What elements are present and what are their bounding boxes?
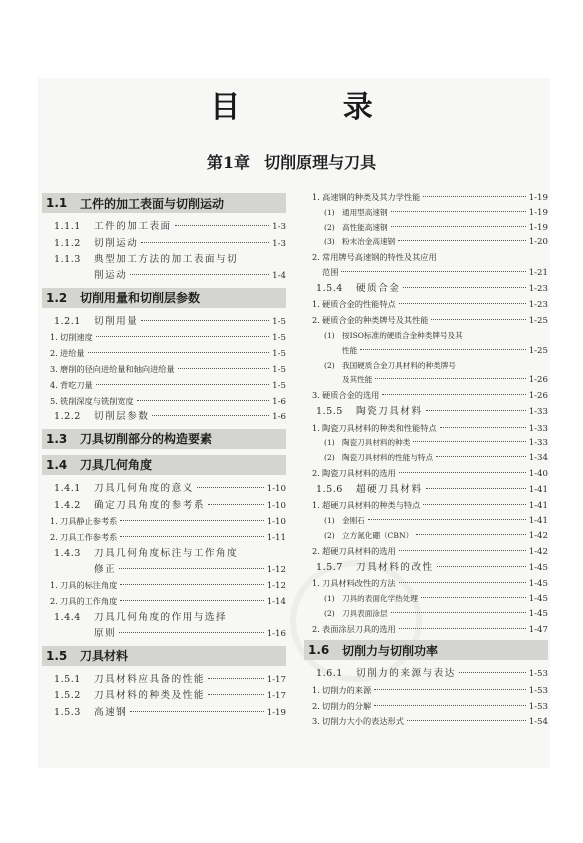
section-number: 1.5 <box>46 648 68 663</box>
toc-entry[interactable] <box>304 560 548 577</box>
entry-number: 2. <box>312 315 320 326</box>
page-number: 1-14 <box>266 597 286 608</box>
entry-title: 硬质合金的种类牌号及其性能 <box>322 315 429 326</box>
page-number: 1-53 <box>528 701 548 712</box>
dot-leader <box>141 242 269 243</box>
dot-leader <box>141 320 269 321</box>
entry-title: 刀具材料的改性 <box>356 561 434 573</box>
entry-title: 陶瓷刀具材料 <box>356 405 423 417</box>
page-number: 1-25 <box>528 316 548 327</box>
page-number: 1-4 <box>272 271 286 282</box>
toc-entry[interactable] <box>304 482 548 499</box>
dot-leader <box>175 225 270 226</box>
toc-entry[interactable] <box>304 421 548 437</box>
page-number: 1-45 <box>528 593 548 604</box>
toc-entry[interactable] <box>304 607 548 622</box>
page-number: 1-33 <box>528 406 548 417</box>
entry-number: 1.4.3 <box>54 547 81 559</box>
toc-section-heading[interactable] <box>42 429 286 449</box>
entry-title: 硬质合金的性能特点 <box>322 299 396 310</box>
toc-entry[interactable] <box>304 359 548 389</box>
entry-title: 粉末冶金高速钢 <box>342 237 396 247</box>
entry-number: 1. <box>312 500 320 511</box>
entry-title: 立方氮化硼（CBN） <box>342 530 414 540</box>
toc-entry[interactable] <box>304 514 548 529</box>
dot-leader <box>119 568 264 569</box>
dot-leader <box>360 349 526 350</box>
entry-title: 磨削的径向进给量和轴向进给量 <box>60 363 175 374</box>
entry-number: 1.5.2 <box>54 690 81 702</box>
entry-title: 硬质合金 <box>356 282 401 294</box>
toc-entry[interactable] <box>304 436 548 451</box>
dot-leader <box>130 274 269 275</box>
toc-entry[interactable] <box>304 622 548 638</box>
page-number: 1-45 <box>528 608 548 619</box>
page-number: 1-19 <box>266 707 286 718</box>
page-number: 1-19 <box>528 207 548 218</box>
entry-title: 切削力的来源 <box>322 684 372 695</box>
page-number: 1-40 <box>528 468 548 479</box>
entry-number: (1) <box>324 330 335 340</box>
section-number: 1.2 <box>46 290 68 305</box>
dot-leader <box>426 410 526 411</box>
toc-entry[interactable] <box>304 206 548 221</box>
entry-title: 我国硬质合金刀具材料的种类牌号 <box>342 360 456 370</box>
entry-number: 1.5.5 <box>316 405 343 417</box>
entry-title: 陶瓷刀具材料的性能与特点 <box>342 453 434 463</box>
page-number: 1-10 <box>266 483 286 494</box>
entry-number: 1. <box>312 299 320 310</box>
dot-leader <box>399 303 526 304</box>
entry-number: 1.1.1 <box>54 221 81 232</box>
dot-leader <box>423 504 525 505</box>
dot-leader <box>437 566 526 567</box>
page-number: 1-5 <box>272 349 286 360</box>
entry-number: (2) <box>324 360 335 370</box>
dot-leader <box>96 336 269 337</box>
entry-number: 1.4.1 <box>54 482 81 494</box>
entry-title: 陶瓷刀具材料的种类 <box>342 438 411 448</box>
toc-entry[interactable] <box>304 235 548 250</box>
page-number: 1-20 <box>528 237 548 248</box>
toc-entry[interactable] <box>42 688 286 705</box>
toc-entry[interactable] <box>304 699 548 715</box>
page-number: 1-53 <box>528 685 548 696</box>
dot-leader <box>399 628 526 629</box>
entry-title: 刀具材料应具备的性能 <box>94 673 205 685</box>
page-number: 1-6 <box>272 412 286 423</box>
dot-leader <box>391 226 526 227</box>
toc-section-heading[interactable] <box>42 193 286 213</box>
entry-number: 1. <box>312 684 320 695</box>
entry-number: 1. <box>50 516 58 527</box>
entry-number: (3) <box>324 237 335 247</box>
entry-title: 切削力的分解 <box>322 700 372 711</box>
entry-title: 刀具材料的种类及性能 <box>94 690 205 702</box>
entry-title: 刀具静止参考系 <box>60 516 118 527</box>
page-number: 1-5 <box>272 380 286 391</box>
toc-section-heading[interactable] <box>42 288 286 308</box>
entry-title: 超硬刀具材料的选用 <box>322 545 396 556</box>
dot-leader <box>120 584 263 585</box>
entry-title: 确定刀具角度的参考系 <box>94 499 205 511</box>
page-number: 1-10 <box>266 517 286 528</box>
toc-entry[interactable] <box>42 578 286 594</box>
dot-leader <box>208 694 264 695</box>
toc-entry[interactable] <box>304 250 548 281</box>
toc-entry[interactable] <box>42 705 286 722</box>
entry-number: (1) <box>324 516 335 526</box>
dot-leader <box>368 519 526 520</box>
entry-number: 1.4.2 <box>54 499 81 511</box>
page-number: 1-34 <box>528 453 548 464</box>
page-number: 1-23 <box>528 283 548 294</box>
toc-entry[interactable] <box>304 544 548 560</box>
dot-leader <box>120 520 263 521</box>
chapter-heading <box>0 150 583 173</box>
entry-title: 切削力的来源与表达 <box>356 668 456 680</box>
entry-number: 1.5.6 <box>316 483 343 495</box>
toc-entry[interactable] <box>42 530 286 546</box>
page-number: 1-45 <box>528 579 548 590</box>
entry-number: (2) <box>324 530 335 540</box>
toc-entry[interactable] <box>42 314 286 331</box>
dot-leader <box>208 678 264 679</box>
entry-number: 2. <box>50 348 58 359</box>
toc-entry[interactable] <box>304 388 548 404</box>
section-title: 刀具几何角度 <box>80 458 153 473</box>
toc-entry[interactable] <box>42 409 286 426</box>
entry-number: 2. <box>312 623 320 634</box>
entry-title: 金刚石 <box>342 516 365 526</box>
entry-title-continued: 范围 <box>322 266 339 277</box>
entry-number: 3. <box>312 390 320 401</box>
entry-number: 3. <box>50 363 58 374</box>
toc-entry[interactable] <box>304 329 548 359</box>
entry-number: 3. <box>312 716 320 727</box>
entry-number: 1.1.2 <box>54 237 81 249</box>
entry-title: 切削层参数 <box>94 411 150 423</box>
page-number: 1-16 <box>266 628 286 639</box>
dot-leader <box>120 600 263 601</box>
page-number: 1-12 <box>266 564 286 575</box>
dot-leader <box>391 612 526 613</box>
page-number: 1-5 <box>272 364 286 375</box>
toc-entry[interactable] <box>304 529 548 544</box>
dot-leader <box>398 240 526 241</box>
entry-title: 刀具几何角度标注与工作角度 <box>94 547 239 559</box>
toc-entry[interactable] <box>304 190 548 206</box>
entry-title: 刀具几何角度的作用与选择 <box>94 611 228 623</box>
dot-leader <box>416 534 525 535</box>
toc-entry[interactable] <box>42 219 286 236</box>
entry-number: (2) <box>324 608 335 618</box>
entry-title: 切削速度 <box>60 332 93 343</box>
page-number: 1-25 <box>528 345 548 356</box>
page-number: 1-53 <box>528 669 548 680</box>
section-number: 1.6 <box>308 643 330 658</box>
dot-leader <box>137 400 269 401</box>
entry-number: (1) <box>324 207 335 217</box>
toc-entry[interactable] <box>304 281 548 298</box>
toc-left-column <box>42 190 286 721</box>
toc-entry[interactable] <box>42 362 286 378</box>
toc-section-heading[interactable] <box>42 646 286 666</box>
entry-title: 超硬刀具材料的种类与特点 <box>322 500 421 511</box>
page-number: 1-19 <box>528 193 548 203</box>
page-number: 1-5 <box>272 333 286 344</box>
dot-leader <box>382 394 525 395</box>
dot-leader <box>130 711 263 712</box>
dot-leader <box>399 550 526 551</box>
entry-number: 1.4.4 <box>54 611 81 623</box>
toc-entry[interactable] <box>42 498 286 515</box>
entry-number: 1. <box>50 580 58 591</box>
entry-title: 陶瓷刀具材料的种类和性能特点 <box>322 422 437 433</box>
entry-number: 1.1.3 <box>54 254 81 266</box>
entry-title-continued: 原则 <box>94 627 117 639</box>
toc-entry[interactable] <box>304 466 548 482</box>
dot-leader <box>375 378 525 379</box>
entry-number: 1. <box>50 332 58 343</box>
section-number: 1.4 <box>46 457 68 472</box>
entry-title: 超硬刀具材料 <box>356 483 423 495</box>
page-number: 1-47 <box>528 624 548 635</box>
page-number: 1-41 <box>528 484 548 495</box>
dot-leader <box>423 196 525 197</box>
toc-entry[interactable] <box>304 313 548 329</box>
entry-number: 5. <box>50 395 58 406</box>
page-number: 1-12 <box>266 581 286 592</box>
dot-leader <box>119 632 264 633</box>
chapter-label: 第1章 <box>206 153 251 172</box>
toc-entry[interactable] <box>42 394 286 410</box>
dot-leader <box>391 211 526 212</box>
toc-entry[interactable] <box>42 481 286 498</box>
dot-leader <box>399 582 526 583</box>
dot-leader <box>399 472 526 473</box>
entry-title: 常用牌号高速钢的特性及其应用 <box>322 252 437 263</box>
dot-leader <box>341 271 525 272</box>
entry-number: 2. <box>50 596 58 607</box>
toc-entry[interactable] <box>42 514 286 530</box>
page-number: 1-23 <box>528 300 548 311</box>
entry-title-continued: 修正 <box>94 563 117 575</box>
entry-number: 1.5.7 <box>316 561 343 573</box>
page-number: 1-26 <box>528 391 548 402</box>
dot-leader <box>178 368 270 369</box>
entry-title: 切削运动 <box>94 237 139 249</box>
entry-title: 陶瓷刀具材料的选用 <box>322 467 396 478</box>
toc-right-column <box>304 190 548 730</box>
entry-title: 工件的加工表面 <box>94 221 172 232</box>
toc-section-heading[interactable] <box>42 455 286 475</box>
section-number: 1.1 <box>46 196 68 210</box>
page-title: 目 录 <box>210 90 419 125</box>
entry-title: 表面涂层刀具的选用 <box>322 623 396 634</box>
toc-entry[interactable] <box>304 404 548 421</box>
section-number: 1.3 <box>46 431 68 446</box>
page-number: 1-17 <box>266 674 286 685</box>
dot-leader <box>120 536 263 537</box>
toc-entry[interactable] <box>304 576 548 592</box>
entry-number: 4. <box>50 379 58 390</box>
toc-entry[interactable] <box>304 498 548 514</box>
dot-leader <box>440 427 526 428</box>
dot-leader <box>152 415 269 416</box>
toc-entry[interactable] <box>42 330 286 346</box>
entry-title: 刀具的表面化学热处理 <box>342 593 418 603</box>
toc-entry[interactable] <box>42 594 286 610</box>
dot-leader <box>431 319 525 320</box>
toc-entry[interactable] <box>42 378 286 394</box>
toc-entry[interactable] <box>42 252 286 285</box>
dot-leader <box>374 705 526 706</box>
entry-number: 1. <box>312 192 320 202</box>
dot-leader <box>374 689 526 690</box>
entry-number: (1) <box>324 438 335 448</box>
entry-title-continued: 削运动 <box>94 270 128 282</box>
page-number: 1-6 <box>272 396 286 407</box>
entry-title: 刀具的标注角度 <box>60 580 118 591</box>
entry-number: (1) <box>324 593 335 603</box>
entry-number: 1.5.4 <box>316 282 343 294</box>
entry-number: 2. <box>312 700 320 711</box>
toc-entry[interactable] <box>304 666 548 683</box>
page-number: 1-3 <box>272 222 286 232</box>
toc-entry[interactable] <box>304 221 548 236</box>
entry-title: 高速钢的种类及其力学性能 <box>322 192 421 202</box>
toc-entry[interactable] <box>304 592 548 607</box>
entry-title: 高速钢 <box>94 706 128 718</box>
page-number: 1-42 <box>528 530 548 541</box>
page-number: 1-54 <box>528 717 548 728</box>
entry-title: 硬质合金的选用 <box>322 390 380 401</box>
page-number: 1-3 <box>272 238 286 249</box>
entry-title-continued: 及其性能 <box>342 375 373 385</box>
entry-number: 1.2.2 <box>54 411 81 423</box>
section-title: 切削用量和切削层参数 <box>80 291 201 306</box>
entry-title: 刀具工作参考系 <box>60 531 118 542</box>
entry-number: 1.6.1 <box>316 668 343 680</box>
dot-leader <box>413 441 525 442</box>
entry-number: 1.5.3 <box>54 706 81 718</box>
entry-number: 2. <box>50 531 58 542</box>
entry-title: 刀具表面涂层 <box>342 608 388 618</box>
section-title: 刀具切削部分的构造要素 <box>80 432 213 447</box>
page-number: 1-19 <box>528 222 548 233</box>
entry-title: 刀具材料改性的方法 <box>322 578 396 589</box>
page-number: 1-33 <box>528 423 548 434</box>
entry-number: (2) <box>324 222 335 232</box>
toc-entry[interactable] <box>42 236 286 253</box>
entry-title: 刀具的工作角度 <box>60 596 118 607</box>
section-title: 刀具材料 <box>80 649 129 664</box>
dot-leader <box>459 672 526 673</box>
page-number: 1-5 <box>272 316 286 327</box>
page-number: 1-11 <box>266 532 286 543</box>
toc-entry[interactable] <box>42 546 286 579</box>
page-number: 1-26 <box>528 375 548 386</box>
toc-entry[interactable] <box>304 451 548 466</box>
entry-title: 刀具几何角度的意义 <box>94 482 194 494</box>
entry-number: 2. <box>312 545 320 556</box>
page-number: 1-17 <box>266 691 286 702</box>
dot-leader <box>403 287 525 288</box>
toc-entry[interactable] <box>42 610 286 643</box>
entry-number: 1. <box>312 578 320 589</box>
entry-number: 2. <box>312 252 320 263</box>
page-number: 1-45 <box>528 562 548 573</box>
entry-title: 切削用量 <box>94 315 139 327</box>
section-title: 切削力与切削功率 <box>342 643 439 658</box>
page-number: 1-41 <box>528 501 548 512</box>
entry-number: 1.2.1 <box>54 315 81 327</box>
dot-leader <box>197 487 264 488</box>
page-number: 1-33 <box>528 438 548 449</box>
toc-entry[interactable] <box>304 297 548 313</box>
dot-leader <box>436 456 526 457</box>
entry-title: 通用型高速钢 <box>342 207 388 217</box>
toc-entry[interactable] <box>304 714 548 730</box>
entry-number: 2. <box>312 467 320 478</box>
entry-title-continued: 性能 <box>342 345 358 355</box>
entry-number: (2) <box>324 453 335 463</box>
dot-leader <box>407 720 526 721</box>
page-number: 1-41 <box>528 516 548 527</box>
dot-leader <box>96 384 269 385</box>
section-title: 工件的加工表面与切削运动 <box>80 196 225 211</box>
dot-leader <box>88 352 270 353</box>
entry-title: 典型加工方法的加工表面与切 <box>94 254 239 266</box>
toc-entry[interactable] <box>42 672 286 689</box>
dot-leader <box>208 504 264 505</box>
page-number: 1-21 <box>528 267 548 278</box>
entry-title: 铣削深度与铣削宽度 <box>60 395 134 406</box>
toc-entry[interactable] <box>42 346 286 362</box>
entry-number: 1. <box>312 422 320 433</box>
page-number: 1-42 <box>528 546 548 557</box>
toc-entry[interactable] <box>304 683 548 699</box>
chapter-name: 切削原理与刀具 <box>264 153 377 172</box>
entry-title: 按ISO标准的硬质合金种类牌号及其 <box>342 330 463 340</box>
entry-title: 进给量 <box>60 348 85 359</box>
toc-section-heading[interactable] <box>304 640 548 660</box>
page-number: 1-10 <box>266 500 286 511</box>
entry-title: 切削力大小的表达形式 <box>322 716 404 727</box>
entry-title: 背吃刀量 <box>60 379 93 390</box>
dot-leader <box>426 488 526 489</box>
dot-leader <box>421 597 526 598</box>
entry-number: 1.5.1 <box>54 673 81 685</box>
entry-title: 高性能高速钢 <box>342 222 388 232</box>
